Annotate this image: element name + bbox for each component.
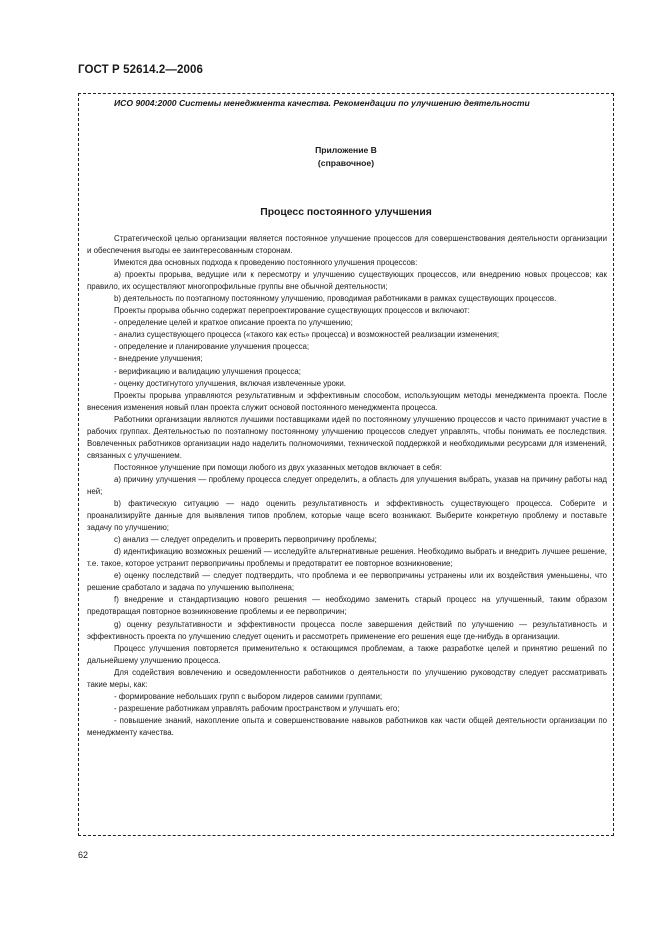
list-item: - анализ существующего процесса («такого как есть» процесса) и возможностей реализации изменения; [114, 330, 500, 340]
paragraph: Имеются два основных подхода к проведению постоянного улучшения процессов: [114, 258, 418, 268]
list-item: - определение целей и краткое описание проекта по улучшению; [114, 318, 353, 328]
list-item: - оценку достигнутого улучшения, включая извлеченные уроки. [114, 378, 346, 388]
paragraph: Проекты прорыва управляются результативным и эффективным способом, использующим методы менеджмента проекта. После внесения изменения новый план проекта служит основой постоянного менеджмента процесса. [87, 390, 607, 412]
list-item: d) идентификацию возможных решений — исследуйте альтернативные решения. Необходимо выбрать и внедрить лучшее решение, т.е. такое, которое устранит первопричины проблемы и предотвратит ее повторное возникновение; [87, 547, 607, 569]
list-item: b) фактическую ситуацию — надо оценить результативность и эффективность существующего процесса. Соберите и проанализируйте данные для выявления типов проблем, которые чаще всего возникают. Выберите конкретную проблему и поставьте задачу по улучшению; [87, 499, 607, 533]
document-code: ГОСТ Р 52614.2—2006 [78, 64, 203, 76]
paragraph: Постоянное улучшение при помощи любого из двух указанных методов включает в себя: [114, 462, 442, 472]
iso-standard-title: ИСО 9004:2000 Системы менеджмента качества. Рекомендации по улучшению деятельности [114, 98, 530, 108]
paragraph: Работники организации являются лучшими поставщиками идей по постоянному улучшению процессов и часто принимают участие в рабочих группах. Деятельностью по поэтапному постоянному улучшению процессов следует управлять, чтобы понимать ее последствия. Вовлеченных работников организации надо наделить полномочиями, технической поддержкой и необходимыми ресурсами для изменений, связанных с улучшением. [87, 414, 607, 460]
paragraph: Процесс улучшения повторяется применительно к остающимся проблемам, а также разработке целей и принятию решений по дальнейшему улучшению процесса. [87, 643, 607, 665]
list-item: - внедрение улучшения; [114, 354, 203, 364]
list-item: c) анализ — следует определить и проверить первопричину проблемы; [114, 535, 377, 545]
list-item: - разрешение работникам управлять рабочим пространством и улучшать его; [114, 703, 400, 713]
list-item: e) оценку последствий — следует подтвердить, что проблема и ее первопричины устранены или их воздействия уменьшены, что решение сработало и задача по улучшению выполнена; [87, 571, 607, 593]
list-item: - определение и планирование улучшения процесса; [114, 342, 310, 352]
paragraph: Стратегической целью организации является постоянное улучшение процессов для совершенствования деятельности организации и обеспечения выгоды ее заинтересованным сторонам. [87, 234, 607, 256]
annex-heading [78, 144, 614, 170]
list-item: g) оценку результативности и эффективности процесса после завершения действий по улучшению — результативность и эффективность проекта по улучшению следует оценить и рассмотреть применение его решения еще где-нибудь в организации. [87, 619, 607, 641]
list-item: f) внедрение и стандартизацию нового решения — необходимо заменить старый процесс на улучшенный, таким образом предотвращая повторное возникновение проблемы и ее первопричин; [87, 595, 607, 617]
list-item: а) причину улучшения — проблему процесса следует определить, а область для улучшения выбрать, указав на причину работы над ней; [87, 474, 607, 496]
annex-title: Приложение В [315, 145, 377, 155]
page-number: 62 [78, 850, 89, 860]
body-text [87, 233, 607, 739]
annex-subtitle: (справочное) [317, 158, 375, 168]
list-item: - повышение знаний, накопление опыта и совершенствование навыков работников как части общей деятельности организации по менеджменту качества. [87, 715, 607, 737]
paragraph: Для содействия вовлечению и осведомленности работников о деятельности по улучшению руководству следует рассматривать такие меры, как: [87, 667, 607, 689]
section-title: Процесс постоянного улучшения [260, 207, 432, 218]
list-item: - формирование небольших групп с выбором лидеров самими группами; [114, 691, 383, 701]
paragraph: Проекты прорыва обычно содержат перепроектирование существующих процессов и включают: [114, 306, 470, 316]
list-item: b) деятельность по поэтапному постоянному улучшению, проводимая работниками в рамках существующих процессов. [114, 294, 557, 304]
list-item: а) проекты прорыва, ведущие или к пересмотру и улучшению существующих процессов, или внедрению новых процессов; как правило, их осуществляют многопрофильные группы вне обычной деятельности; [87, 270, 607, 292]
list-item: - верификацию и валидацию улучшения процесса; [114, 366, 301, 376]
